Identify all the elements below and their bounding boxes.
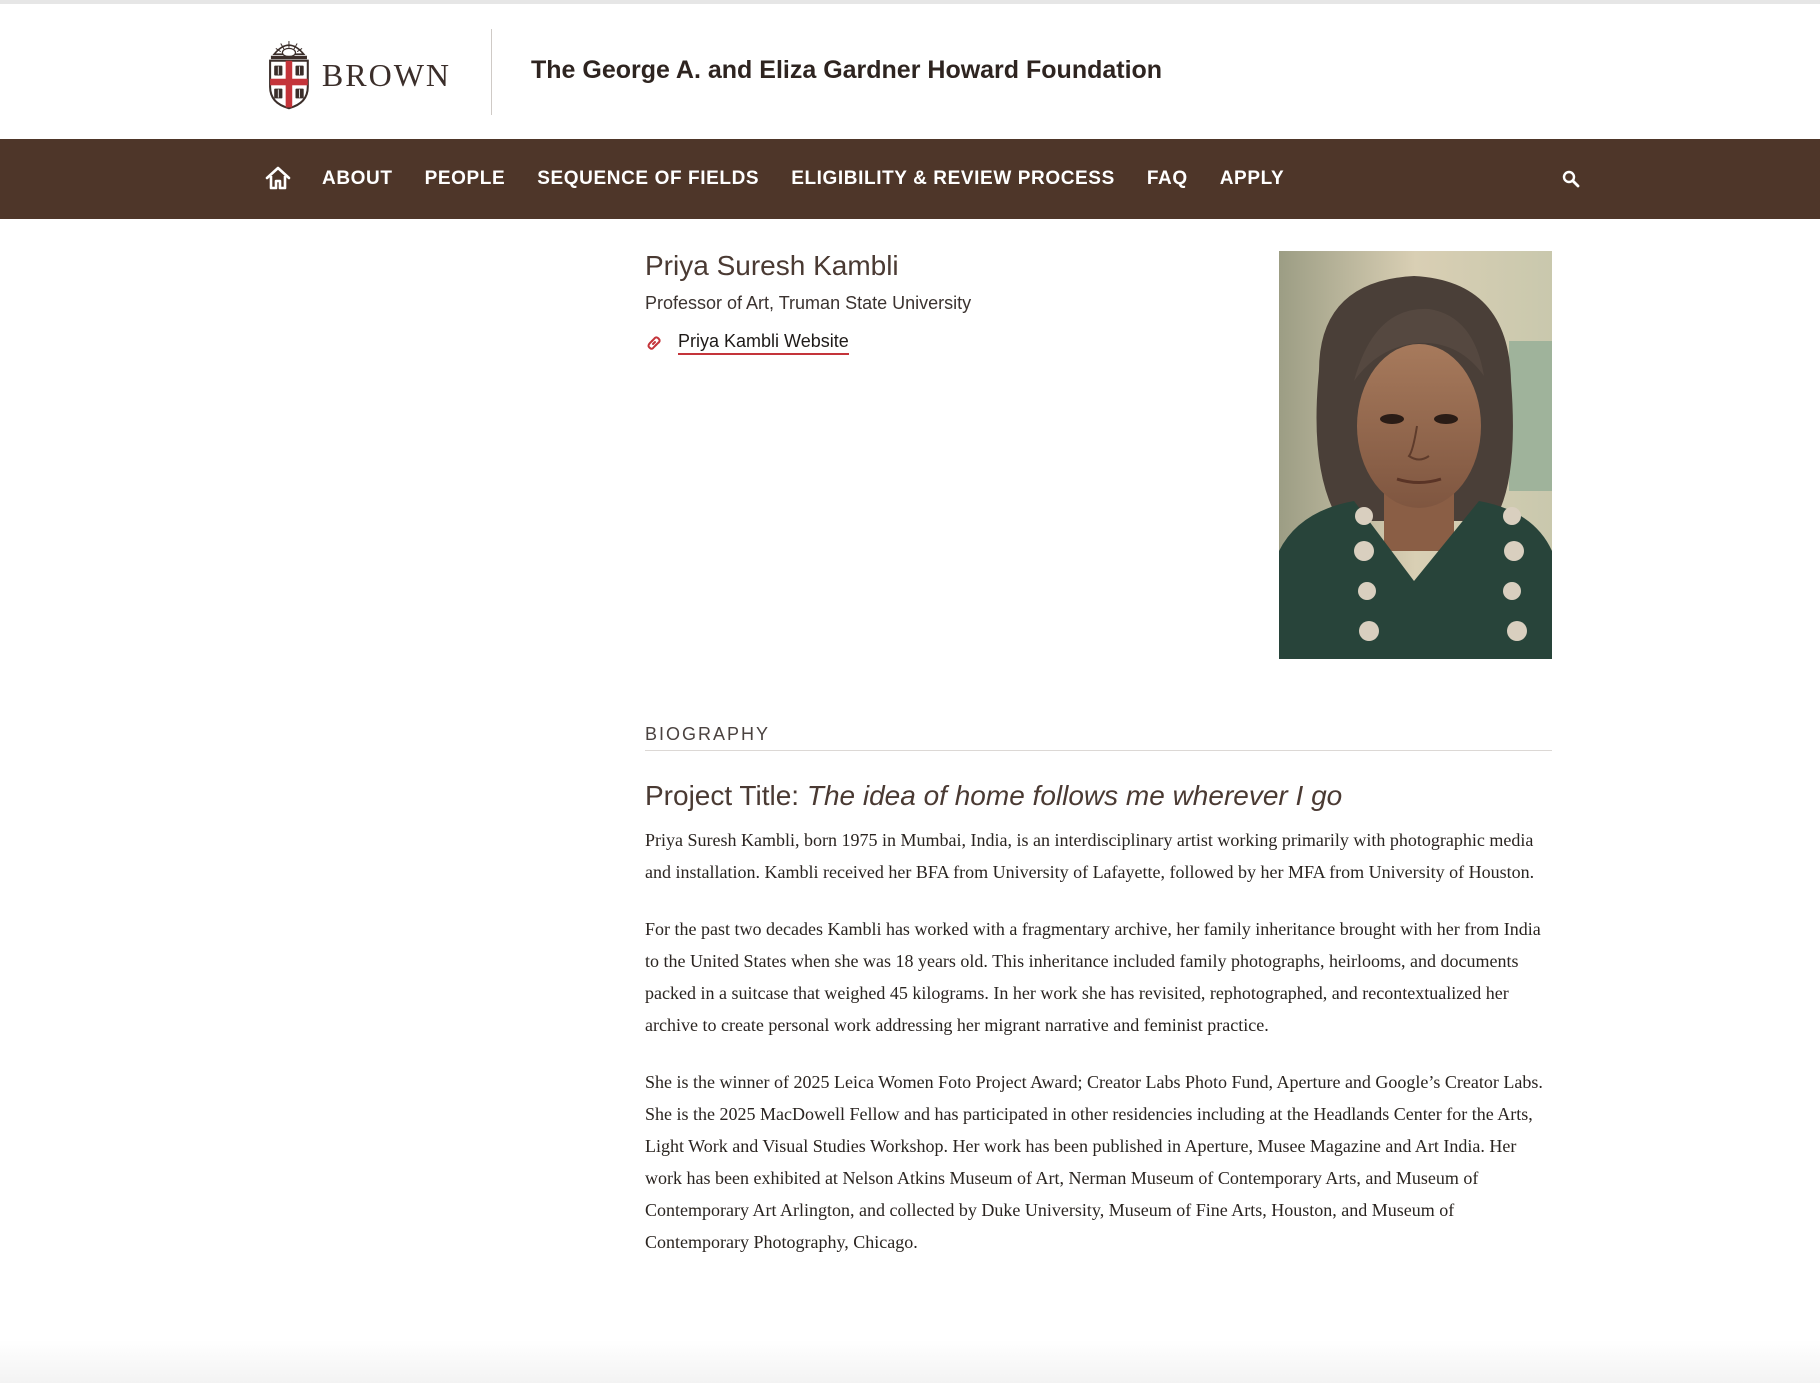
header-divider [491,29,492,115]
nav-item-about[interactable]: ABOUT [322,168,393,189]
project-title-text: The idea of home follows me wherever I go [806,780,1343,811]
nav-item-eligibility[interactable]: ELIGIBILITY & REVIEW PROCESS [791,168,1115,189]
home-icon[interactable] [264,164,292,192]
bio-paragraph: For the past two decades Kambli has worked with a fragmentary archive, her family inheritance brought with her from India to the United States when she was 18 years old. This inheritance included family photographs, heirlooms, and documents packed in a suitcase that weighed 45 kilograms. In her work she has revisited, rephotographed, and recontextualized her archive to create personal work addressing her migrant narrative and feminist practice. [645,919,1541,1035]
brown-shield-icon [266,28,312,118]
page-bottom-fade [0,1340,1820,1383]
portrait-photo [1279,251,1552,659]
nav-item-apply[interactable]: APPLY [1219,168,1285,189]
link-icon [645,334,663,352]
website-row [645,331,849,355]
nav-items [322,139,1284,219]
site-title[interactable]: The George A. and Eliza Gardner Howard Foundation [531,56,1163,84]
project-title-prefix: Project Title: [645,780,800,811]
nav-item-sequence-of-fields[interactable]: SEQUENCE OF FIELDS [537,168,760,189]
project-title [645,780,1342,812]
brown-logo[interactable] [266,26,451,120]
search-icon[interactable] [1561,169,1581,189]
nav-item-people[interactable]: PEOPLE [424,168,506,189]
bio-paragraph: Priya Suresh Kambli, born 1975 in Mumbai, India, is an interdisciplinary artist working primarily with photographic media and installation. Kambli received her BFA from University of Lafayette, followed by her MFA from University of Houston. [645,830,1535,882]
person-title: Professor of Art, Truman State University [645,293,972,313]
nav-item-faq[interactable]: FAQ [1146,168,1188,189]
bio-paragraph: She is the winner of 2025 Leica Women Foto Project Award; Creator Labs Photo Fund, Aperture and Google’s Creator Labs. She is the 2025 MacDowell Fellow and has participated in other residencies including at the Headlands Center for the Arts, Light Work and Visual Studies Workshop. Her work has been published in Aperture, Musee Magazine and Art India. Her work has been exhibited at Nelson Atkins Museum of Art, Nerman Museum of Contemporary Arts, and Museum of Contemporary Art Arlington, and collected by Duke University, Museum of Fine Arts, Houston, and Museum of Contemporary Photography, Chicago. [645,1072,1543,1252]
biography-divider [645,750,1552,751]
main-nav [0,139,1820,219]
website-link[interactable]: Priya Kambli Website [678,331,849,355]
biography-label: BIOGRAPHY [645,724,771,744]
person-name: Priya Suresh Kambli [645,250,899,281]
biography-text [645,824,1545,1283]
brown-wordmark: BROWN [321,57,451,93]
site-header [0,4,1820,139]
